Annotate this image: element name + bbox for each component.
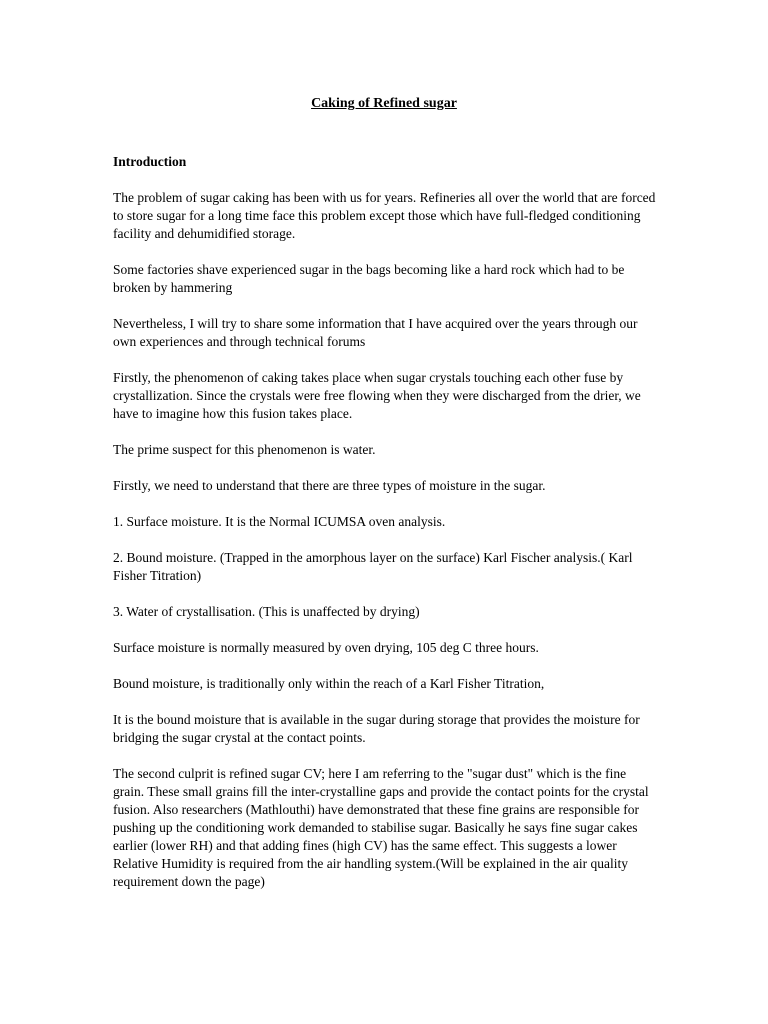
paragraph: Bound moisture, is traditionally only within the reach of a Karl Fisher Titration, — [113, 676, 545, 691]
paragraph: It is the bound moisture that is available in the sugar during storage that provides the moisture for bridging the sugar crystal at the contact points. — [113, 712, 640, 745]
paragraph: Some factories shave experienced sugar in the bags becoming like a hard rock which had to be broken by hammering — [113, 262, 625, 295]
list-item: 2. Bound moisture. (Trapped in the amorphous layer on the surface) Karl Fischer analysis.( Karl Fisher Titration) — [113, 550, 633, 583]
paragraph: The problem of sugar caking has been with us for years. Refineries all over the world that are forced to store sugar for a long time face this problem except those which have full-fledged conditioning facility and dehumidified storage. — [113, 190, 656, 241]
paragraph: Firstly, we need to understand that there are three types of moisture in the sugar. — [113, 478, 546, 493]
list-item: 1. Surface moisture. It is the Normal ICUMSA oven analysis. — [113, 514, 446, 529]
paragraph: The prime suspect for this phenomenon is water. — [113, 442, 376, 457]
list-item: 3. Water of crystallisation. (This is unaffected by drying) — [113, 604, 420, 619]
paragraph: The second culprit is refined sugar CV; here I am referring to the "sugar dust" which is the fine grain. These small grains fill the inter-crystalline gaps and provide the contact points for the crystal fusion. Also researchers (Mathlouthi) have demonstrated that these fine grains are responsible for pushing up the conditioning work demanded to stabilise sugar. Basically he says fine sugar cakes earlier (lower RH) and that adding fines (high CV) has the same effect. This suggests a lower Relative Humidity is required from the air handling system.(Will be explained in the air quality requirement down the page) — [113, 766, 649, 889]
paragraph: Nevertheless, I will try to share some information that I have acquired over the years through our own experiences and through technical forums — [113, 316, 638, 349]
document-title: Caking of Refined sugar — [311, 96, 457, 111]
document-body — [113, 189, 659, 909]
paragraph: Surface moisture is normally measured by oven drying, 105 deg C three hours. — [113, 640, 539, 655]
section-heading-introduction: Introduction — [113, 154, 187, 169]
paragraph: Firstly, the phenomenon of caking takes place when sugar crystals touching each other fuse by crystallization. Since the crystals were free flowing when they were discharged from the drier, we have to imagine how this fusion takes place. — [113, 370, 641, 421]
